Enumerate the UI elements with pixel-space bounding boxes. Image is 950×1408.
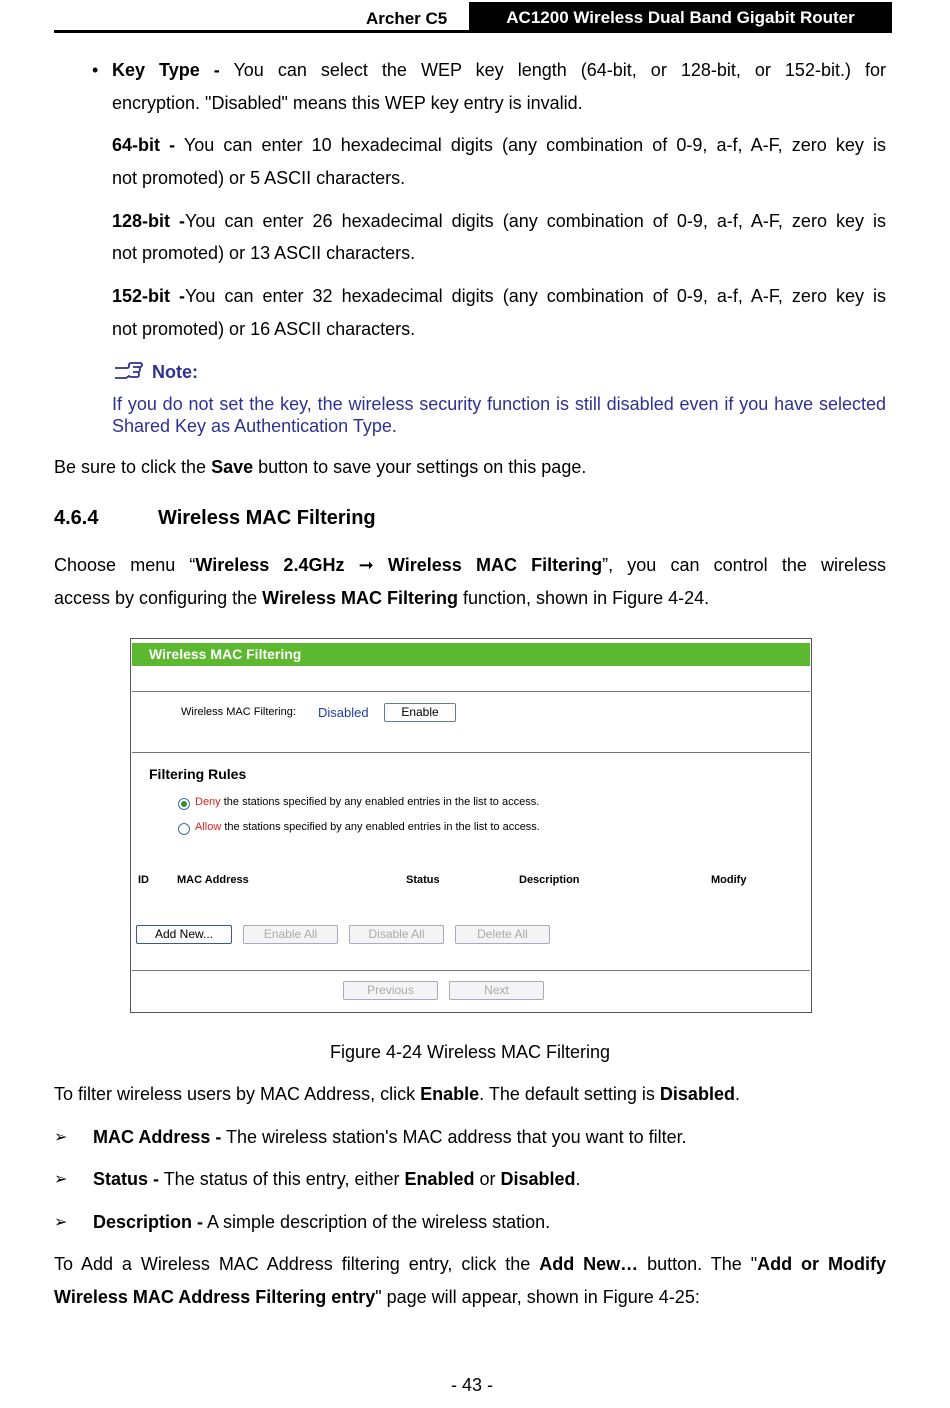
item-description: Description - A simple description of the wireless station. — [93, 1212, 551, 1232]
filter-paragraph: To filter wireless users by MAC Address, click Enable. The default setting is Disabled. — [54, 1084, 740, 1104]
add-paragraph-line2: Wireless MAC Address Filtering entry" page will appear, shown in Figure 4-25: — [54, 1287, 700, 1307]
bullet-dot: • — [92, 60, 99, 80]
figure-title-bar: Wireless MAC Filtering — [132, 643, 810, 666]
column-status: Status — [406, 874, 440, 886]
previous-button[interactable]: Previous — [343, 981, 438, 1000]
figure-screenshot — [130, 638, 812, 1013]
deny-label: Deny the stations specified by any enabled entries in the list to access. — [195, 796, 540, 808]
arrow-right-icon: ➞ — [358, 555, 374, 575]
add-paragraph-line1: To Add a Wireless MAC Address filtering entry, click the Add New… button. The "Add or Modify — [54, 1254, 886, 1274]
header-product: AC1200 Wireless Dual Band Gigabit Router — [469, 2, 892, 32]
header-rule — [54, 30, 892, 33]
add-new-button[interactable]: Add New... — [136, 925, 232, 944]
bit152-line1 — [112, 280, 886, 313]
bit128-text: You can enter 26 hexadecimal digits (any combination of 0-9, a-f, A-F, zero key is — [185, 211, 887, 231]
enable-all-button[interactable]: Enable All — [243, 925, 338, 944]
figure-caption: Figure 4-24 Wireless MAC Filtering — [329, 1042, 611, 1062]
column-modify: Modify — [711, 874, 747, 886]
column-mac-address: MAC Address — [177, 874, 249, 886]
bit128-line1 — [112, 205, 886, 238]
save-paragraph: Be sure to click the Save button to save your settings on this page. — [54, 457, 587, 477]
bit152-text: You can enter 32 hexadecimal digits (any combination of 0-9, a-f, A-F, zero key is — [185, 286, 887, 306]
bit64-line1 — [112, 129, 886, 162]
note-text: If you do not set the key, the wireless security function is still disabled even if you have selected Shared Key as Authentication Type. — [112, 394, 886, 436]
allow-radio[interactable] — [178, 823, 190, 835]
allow-label: Allow the stations specified by any enabled entries in the list to access. — [195, 821, 540, 833]
deny-radio[interactable] — [178, 798, 190, 810]
bullet-arrow-icon: ➢ — [54, 1129, 68, 1146]
next-button[interactable]: Next — [449, 981, 544, 1000]
filtering-rules-title: Filtering Rules — [149, 766, 247, 782]
bit152-line2: not promoted) or 16 ASCII characters. — [112, 319, 416, 339]
section-title: Wireless MAC Filtering — [158, 507, 376, 529]
divider — [132, 970, 810, 971]
divider — [132, 752, 810, 753]
intro-line1: Choose menu “Wireless 2.4GHz ➞ Wireless MAC Filtering”, you can control the wireless — [54, 555, 887, 575]
key-type-line2: encryption. "Disabled" means this WEP key entry is invalid. — [112, 93, 583, 113]
filter-status-value: Disabled — [318, 705, 369, 720]
bit152-label: 152-bit - — [112, 286, 186, 306]
divider — [132, 691, 810, 692]
delete-all-button[interactable]: Delete All — [455, 925, 550, 944]
filter-label: Wireless MAC Filtering: — [181, 706, 296, 718]
save-word: Save — [211, 457, 254, 477]
hand-pointing-icon — [113, 360, 143, 382]
disable-all-button[interactable]: Disable All — [349, 925, 444, 944]
page-number: - 43 - — [450, 1375, 493, 1395]
key-type-label: Key Type - — [112, 60, 220, 80]
column-description: Description — [519, 874, 580, 886]
column-id: ID — [138, 874, 149, 886]
bit64-text: You can enter 10 hexadecimal digits (any combination of 0-9, a-f, A-F, zero key is — [183, 135, 886, 155]
bit64-label: 64-bit - — [112, 135, 176, 155]
key-type-text: You can select the WEP key length (64-bit, or 128-bit, or 152-bit.) for — [233, 60, 886, 80]
bullet-arrow-icon: ➢ — [54, 1214, 68, 1231]
intro-line2: access by configuring the Wireless MAC Filtering function, shown in Figure 4-24. — [54, 588, 710, 608]
key-type-line1 — [112, 54, 886, 87]
item-status: Status - The status of this entry, either Enabled or Disabled. — [93, 1169, 581, 1189]
section-number: 4.6.4 — [54, 507, 99, 529]
bit128-line2: not promoted) or 13 ASCII characters. — [112, 243, 416, 263]
item-mac-address: MAC Address - The wireless station's MAC address that you want to filter. — [93, 1127, 687, 1147]
note-title: Note: — [152, 362, 198, 382]
bit64-line2: not promoted) or 5 ASCII characters. — [112, 168, 406, 188]
enable-button[interactable]: Enable — [384, 703, 456, 722]
header-model: Archer C5 — [366, 9, 448, 28]
bullet-arrow-icon: ➢ — [54, 1171, 68, 1188]
bit128-label: 128-bit - — [112, 211, 186, 231]
